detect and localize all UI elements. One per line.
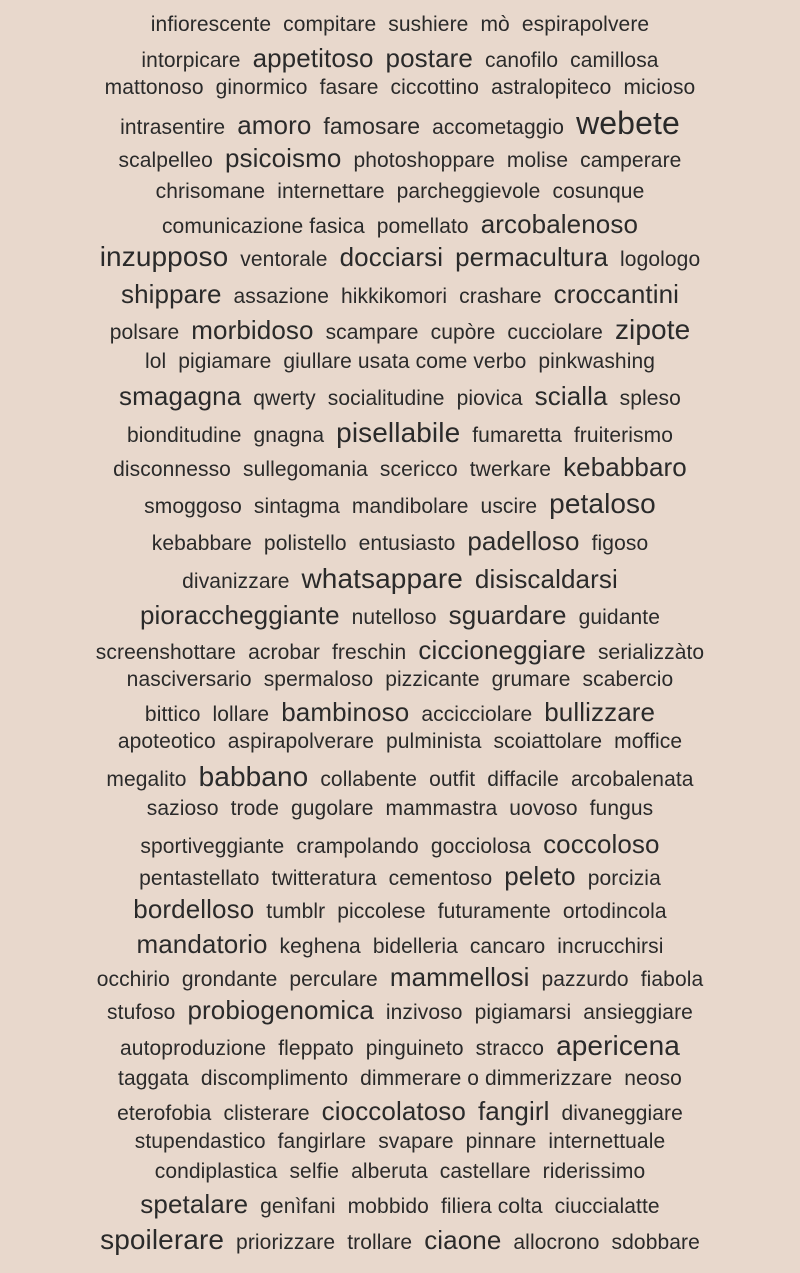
cloud-word: diffacile <box>487 768 559 791</box>
word-row <box>0 145 800 181</box>
cloud-word: crashare <box>459 285 542 308</box>
cloud-word: zipote <box>614 314 691 345</box>
cloud-word: babbano <box>198 761 309 792</box>
cloud-word: fungus <box>589 797 654 820</box>
word-row <box>0 565 800 602</box>
cloud-word: fiabola <box>640 968 704 991</box>
cloud-word: intorpicare <box>141 49 241 72</box>
cloud-word: smagagna <box>119 381 242 411</box>
word-row <box>0 211 800 243</box>
cloud-word: piccolese <box>337 900 426 923</box>
cloud-word: eterofobia <box>117 1102 212 1125</box>
cloud-word: collabente <box>320 768 418 791</box>
cloud-word: bidelleria <box>372 935 458 958</box>
cloud-word: discomplimento <box>200 1067 349 1090</box>
word-row <box>0 1098 800 1131</box>
word-row <box>0 181 800 211</box>
cloud-word: infiorescente <box>150 13 272 36</box>
word-row <box>0 831 800 863</box>
cloud-word: internettare <box>277 180 385 203</box>
cloud-word: grondante <box>181 968 278 991</box>
cloud-word: selfie <box>289 1160 340 1183</box>
word-row <box>0 699 800 731</box>
cloud-word: mandibolare <box>351 495 469 518</box>
cloud-word: pinnare <box>465 1130 537 1153</box>
cloud-word: fangirlare <box>277 1130 367 1153</box>
cloud-word: sazioso <box>146 797 219 820</box>
cloud-word: crampolando <box>296 835 419 858</box>
word-row <box>0 419 800 454</box>
cloud-word: scabercio <box>582 668 674 691</box>
cloud-word: clisterare <box>223 1102 310 1125</box>
word-row <box>0 731 800 763</box>
cloud-word: polistello <box>263 532 347 555</box>
cloud-word: socialitudine <box>327 387 445 410</box>
cloud-word: hikkikomori <box>341 285 448 308</box>
cloud-word: scericco <box>379 458 458 481</box>
word-row <box>0 316 800 351</box>
cloud-word: pigiamare <box>178 350 272 373</box>
cloud-word: outfit <box>429 768 476 791</box>
cloud-word: fruiterismo <box>573 424 673 447</box>
cloud-word: camperare <box>580 149 682 172</box>
cloud-word: lol <box>144 350 167 373</box>
cloud-word: aspirapolverare <box>227 730 374 753</box>
cloud-word: apoteotico <box>117 730 216 753</box>
cloud-word: bionditudine <box>127 424 242 447</box>
cloud-word: postare <box>385 43 473 73</box>
word-row <box>0 1032 800 1068</box>
cloud-word: bullizzare <box>544 697 656 727</box>
cloud-word: bordelloso <box>133 894 255 924</box>
word-row <box>0 931 800 964</box>
word-row <box>0 281 800 316</box>
cloud-word: giullare usata come verbo <box>283 350 527 373</box>
cloud-word: acrobar <box>248 641 320 664</box>
cloud-word: castellare <box>439 1160 531 1183</box>
cloud-word: sintagma <box>253 495 340 518</box>
cloud-word: photoshoppare <box>353 149 495 172</box>
cloud-word: scalpelleo <box>118 149 213 172</box>
word-row <box>0 669 800 699</box>
word-row <box>0 637 800 669</box>
cloud-word: ciccottino <box>390 76 480 99</box>
cloud-word: fangirl <box>477 1096 550 1126</box>
word-row <box>0 45 800 77</box>
cloud-word: ventorale <box>240 248 328 271</box>
cloud-word: scialla <box>534 381 608 411</box>
cloud-word: ciuccialatte <box>554 1195 660 1218</box>
cloud-word: mandatorio <box>136 929 268 959</box>
cloud-word: sushiere <box>388 13 469 36</box>
word-row <box>0 798 800 831</box>
word-row <box>0 528 800 565</box>
cloud-word: uscire <box>480 495 538 518</box>
cloud-word: arcobalenoso <box>480 209 639 239</box>
cloud-word: trode <box>230 797 279 820</box>
cloud-word: accometaggio <box>432 116 565 139</box>
cloud-word: chrisomane <box>155 180 266 203</box>
cloud-word: tumblr <box>266 900 326 923</box>
cloud-word: stracco <box>475 1037 545 1060</box>
cloud-word: nutelloso <box>351 606 437 629</box>
cloud-word: pulminista <box>386 730 482 753</box>
cloud-word: ortodincola <box>562 900 667 923</box>
cloud-word: petaloso <box>549 488 656 519</box>
cloud-word: pigiamarsi <box>474 1001 572 1024</box>
cloud-word: freschin <box>332 641 407 664</box>
cloud-word: shippare <box>120 279 222 309</box>
word-row <box>0 1161 800 1191</box>
cloud-word: morbidoso <box>191 315 314 345</box>
cloud-word: fasare <box>319 76 379 99</box>
cloud-word: moffice <box>614 730 683 753</box>
cloud-word: astralopiteco <box>491 76 612 99</box>
word-row <box>0 351 800 383</box>
cloud-word: riderissimo <box>542 1160 646 1183</box>
cloud-word: webete <box>576 105 680 141</box>
cloud-word: sdobbare <box>611 1231 700 1254</box>
cloud-word: coccoloso <box>543 829 660 859</box>
cloud-word: autoproduzione <box>120 1037 267 1060</box>
cloud-word: pioraccheggiante <box>140 600 340 630</box>
cloud-word: sportiveggiante <box>140 835 285 858</box>
cloud-word: pizzicante <box>385 668 480 691</box>
cloud-word: taggata <box>118 1067 189 1090</box>
cloud-word: mobbido <box>347 1195 429 1218</box>
cloud-word: padelloso <box>467 526 580 556</box>
word-row <box>0 454 800 490</box>
cloud-word: psicoismo <box>224 143 342 173</box>
cloud-word: porcizia <box>587 867 661 890</box>
cloud-word: pazzurdo <box>541 968 629 991</box>
cloud-word: bambinoso <box>281 697 410 727</box>
word-row <box>0 383 800 419</box>
cloud-word: accicciolare <box>421 703 533 726</box>
cloud-word: qwerty <box>253 387 316 410</box>
cloud-word: compitare <box>283 13 377 36</box>
cloud-word: kebabbare <box>151 532 252 555</box>
cloud-word: occhirio <box>96 968 170 991</box>
word-row <box>0 997 800 1032</box>
word-row <box>0 1068 800 1098</box>
cloud-word: figoso <box>591 532 649 555</box>
word-row <box>0 1131 800 1161</box>
cloud-word: fumaretta <box>472 424 562 447</box>
cloud-word: inzupposo <box>99 241 229 272</box>
cloud-word: ciccioneggiare <box>418 635 586 665</box>
cloud-word: sullegomania <box>242 458 368 481</box>
word-row <box>0 763 800 798</box>
cloud-word: ansieggiare <box>583 1001 693 1024</box>
cloud-word: whatsappare <box>301 563 463 594</box>
cloud-word: condiplastica <box>154 1160 278 1183</box>
cloud-word: intrasentire <box>120 116 226 139</box>
cloud-word: incrucchirsi <box>557 935 664 958</box>
cloud-word: comunicazione fasica <box>161 215 365 238</box>
cloud-word: spermaloso <box>263 668 374 691</box>
cloud-word: twerkare <box>469 458 552 481</box>
cloud-word: pinguineto <box>365 1037 464 1060</box>
word-row <box>0 602 800 637</box>
cloud-word: genìfani <box>260 1195 336 1218</box>
cloud-word: parcheggievole <box>396 180 541 203</box>
cloud-word: logologo <box>620 248 701 271</box>
cloud-word: bittico <box>144 703 201 726</box>
cloud-word: stupendastico <box>134 1130 266 1153</box>
word-row <box>0 77 800 107</box>
cloud-word: keghena <box>279 935 361 958</box>
word-row <box>0 964 800 997</box>
cloud-word: apericena <box>556 1030 680 1061</box>
cloud-word: molise <box>506 149 569 172</box>
cloud-word: cosunque <box>552 180 645 203</box>
cloud-word: mò <box>480 13 510 36</box>
word-row <box>0 863 800 896</box>
cloud-word: micioso <box>623 76 696 99</box>
word-row <box>0 490 800 528</box>
cloud-word: peleto <box>504 861 576 891</box>
cloud-word: screenshottare <box>95 641 237 664</box>
cloud-word: mammastra <box>385 797 498 820</box>
cloud-word: trollare <box>347 1231 413 1254</box>
word-row <box>0 896 800 931</box>
cloud-word: scampare <box>325 321 419 344</box>
cloud-word: grumare <box>491 668 571 691</box>
cloud-word: pentastellato <box>139 867 260 890</box>
cloud-word: svapare <box>378 1130 454 1153</box>
cloud-word: dimmerare o dimmerizzare <box>360 1067 613 1090</box>
cloud-word: croccantini <box>553 279 680 309</box>
cloud-word: kebabbaro <box>563 452 687 482</box>
word-row <box>0 243 800 281</box>
cloud-word: pisellabile <box>336 417 461 448</box>
cloud-word: divanizzare <box>182 570 290 593</box>
cloud-word: camillosa <box>570 49 659 72</box>
cloud-word: allocrono <box>513 1231 600 1254</box>
cloud-word: pinkwashing <box>538 350 656 373</box>
cloud-word: assazione <box>233 285 329 308</box>
cloud-word: priorizzare <box>236 1231 336 1254</box>
cloud-word: mammellosi <box>389 962 530 992</box>
cloud-word: twitteratura <box>271 867 377 890</box>
cloud-word: divaneggiare <box>561 1102 683 1125</box>
cloud-word: neoso <box>624 1067 682 1090</box>
word-row <box>0 1191 800 1226</box>
cloud-word: mattonoso <box>104 76 204 99</box>
cloud-word: canofilo <box>484 49 559 72</box>
cloud-word: disiscaldarsi <box>474 564 618 594</box>
cloud-word: probiogenomica <box>187 995 374 1025</box>
cloud-word: scoiattolare <box>493 730 603 753</box>
cloud-word: arcobalenata <box>570 768 694 791</box>
cloud-word: docciarsi <box>339 242 444 272</box>
cloud-word: smoggoso <box>144 495 242 518</box>
cloud-word: espirapolvere <box>521 13 650 36</box>
cloud-word: spleso <box>619 387 681 410</box>
cloud-word: amoro <box>237 110 312 140</box>
cloud-word: perculare <box>289 968 378 991</box>
cloud-word: fleppato <box>278 1037 354 1060</box>
word-row <box>0 1226 800 1261</box>
word-row <box>0 107 800 145</box>
cloud-word: gocciolosa <box>430 835 532 858</box>
cloud-word: stufoso <box>107 1001 176 1024</box>
cloud-word: nasciversario <box>126 668 252 691</box>
cloud-word: polsare <box>109 321 180 344</box>
cloud-word: gugolare <box>291 797 374 820</box>
cloud-word: spoilerare <box>100 1224 225 1255</box>
cloud-word: filiera colta <box>440 1195 543 1218</box>
cloud-word: cementoso <box>388 867 493 890</box>
cloud-word: gnagna <box>253 424 325 447</box>
cloud-word: spetalare <box>140 1189 249 1219</box>
cloud-word: futuramente <box>437 900 551 923</box>
cloud-word: ginormico <box>215 76 308 99</box>
cloud-word: uovoso <box>509 797 578 820</box>
cloud-word: cioccolatoso <box>321 1096 466 1126</box>
cloud-word: internettuale <box>548 1130 666 1153</box>
cloud-word: inzivoso <box>385 1001 463 1024</box>
cloud-word: entusiasto <box>358 532 456 555</box>
cloud-word: serializzàto <box>597 641 705 664</box>
cloud-word: cancaro <box>469 935 546 958</box>
cloud-word: piovica <box>456 387 523 410</box>
cloud-word: cupòre <box>430 321 496 344</box>
cloud-word: famosare <box>323 113 421 139</box>
cloud-word: permacultura <box>455 242 609 272</box>
cloud-word: pomellato <box>376 215 469 238</box>
cloud-word: alberuta <box>351 1160 428 1183</box>
cloud-word: megalito <box>106 768 187 791</box>
cloud-word: guidante <box>578 606 660 629</box>
cloud-word: sguardare <box>448 600 567 630</box>
cloud-word: lollare <box>212 703 270 726</box>
cloud-word: appetitoso <box>252 43 374 73</box>
cloud-word: disconnesso <box>113 458 231 481</box>
cloud-word: ciaone <box>424 1225 502 1255</box>
word-row <box>0 14 800 45</box>
cloud-word: cucciolare <box>507 321 603 344</box>
